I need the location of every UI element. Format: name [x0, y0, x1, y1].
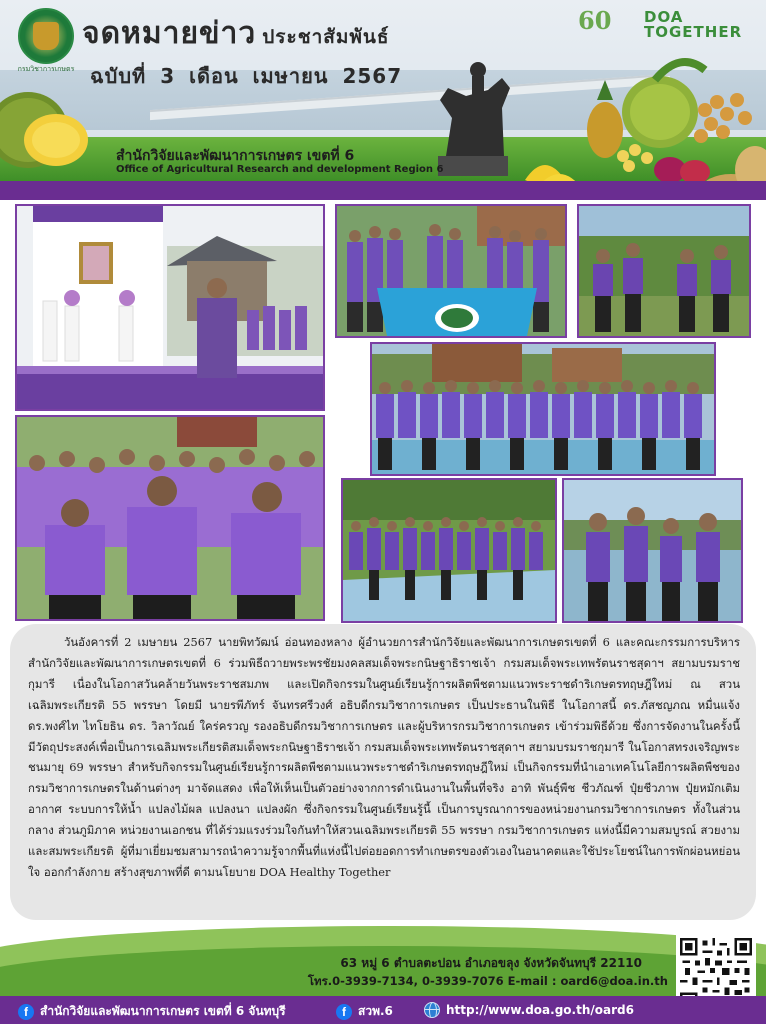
photo-group-riverside	[562, 478, 743, 623]
month-label: เดือน	[189, 64, 239, 88]
website-label: http://www.doa.go.th/oard6	[446, 1003, 634, 1017]
photo-group-purple-shirts	[335, 204, 567, 338]
office-name-thai: สำนักวิจัยและพัฒนาการเกษตร เขตที่ 6	[116, 148, 355, 164]
durian-illustration-icon	[0, 80, 106, 180]
facebook-icon: f	[336, 1004, 352, 1020]
website-link[interactable]	[424, 1002, 634, 1018]
photo-group-path	[341, 478, 557, 623]
month-name: เมษายน	[252, 64, 329, 88]
department-seal-icon	[18, 8, 74, 64]
title-suffix: ประชาสัมพันธ์	[262, 26, 390, 48]
newsletter-header	[0, 0, 766, 200]
issue-year: 2567	[342, 64, 403, 88]
photo-crowd-tree-planting	[15, 415, 325, 621]
office-name-english: Office of Agricultural Research and development Region 6	[116, 164, 444, 175]
issue-line	[90, 60, 416, 92]
doa-logo-line2: TOGETHER	[644, 23, 743, 41]
tropical-fruits-icon	[505, 40, 766, 200]
facebook-page-label: สำนักวิจัยและพัฒนาการเกษตร เขตที่ 6 จันทบุรี	[40, 1004, 286, 1018]
doa-logo-line1: DOA	[644, 8, 684, 26]
globe-icon	[424, 1002, 440, 1018]
photo-group-lined-up	[370, 342, 716, 476]
anniversary-logo-icon	[578, 6, 628, 42]
title-main-text: จดหมายข่าว	[82, 16, 257, 51]
facebook-page-link[interactable]	[18, 1002, 286, 1021]
issue-label: ฉบับที่	[90, 64, 147, 88]
photo-ceremony-stage	[15, 204, 325, 411]
photo-group-outdoor-garden	[577, 204, 751, 338]
facebook-short-label: สวพ.6	[358, 1004, 393, 1018]
article-text-block	[10, 624, 756, 920]
newsletter-title	[82, 10, 390, 57]
footer-contact: โทร.0-3939-7134, 0-3939-7076 E-mail : oard6@doa.in.th	[307, 974, 668, 988]
doa-together-logo	[644, 8, 742, 41]
footer-address: 63 หมู่ 6 ตำบลตะปอน อำเภอขลุง จังหวัดจันทบุรี 22110	[340, 956, 642, 970]
issue-number: 3	[160, 64, 176, 88]
footer-contact-bar	[0, 996, 766, 1024]
header-purple-band	[0, 181, 766, 200]
article-body: วันอังคารที่ 2 เมษายน 2567 นายพิทวัฒน์ อ่อนทองหลาง ผู้อำนวยการสำนักวิจัยและพัฒนาการเกษตรเขตที่ 6 และคณะกรรมการบริหารสำนักวิจัยและพัฒนาการเกษตรเขตที่ 6 ร่วมพิธีถวายพระพรชัยมงคลสมเด็จพระกนิษฐาธิราชเจ้า กรมสมเด็จพระเทพรัตนราชสุดาฯ สยามบรมราชกุมารี เนื่องในโอกาสวันคล้ายวันพระราชสมภพ และเปิดกิจกรรมในศูนย์เรียนรู้การผลิตพืชตามแนวพระราชดำริเกษตรทฤษฎีใหม่ ณ สวนเฉลิมพระเกียรติ 55 พรรษา โดยมี นายรพีภัทร์ จันทรศรีวงศ์ อธิบดีกรมวิชาการเกษตร เป็นประธานในพิธี ในโอกาสนี้ ดร.ภัสชญภณ หมื่นแจ้ง ดร.พงศ์ไท ไทโยธิน ดร. วิลาวัณย์ ใคร่ครวญ รองอธิบดีกรมวิชาการเกษตร และผู้บริหารกรมวิชาการเกษตร เข้าร่วมพิธีด้วย ซึ่งการจัดงานในครั้งนี้ มีวัตถุประสงค์เพื่อเป็นการเฉลิมพระเกียรติสมเด็จพระกนิษฐาธิราชเจ้า กรมสมเด็จพระเทพรัตนราชสุดาฯ สยามบรมราชกุมารี ในโอกาสทรงเจริญพระชนมายุ 69 พรรษา สำหรับกิจกรรมในศูนย์เรียนรู้การผลิตพืชตามแนวพระราชดำริเกษตรทฤษฎีใหม่ เป็นกิจกรรมที่นำเอาเทคโนโลยีการผลิตพืชของกรมวิชาการเกษตรในด้านต่างๆ มาจัดแสดง เพื่อให้เห็นเป็นตัวอย่างจากการดำเนินงานในพื้นที่จริง อาทิ พันธุ์พืช ชีวภัณฑ์ ปุ๋ยชีวภาพ ปุ๋ยหมักเติมอากาศ ระบบการให้น้ำ แปลงไม้ผล แปลงนา แปลงผัก ซึ่งกิจกรรมในศูนย์เรียนรู้นี้ เป็นการบูรณาการของหน่วยงานกรมวิชาการเกษตร ทั้งในส่วนกลาง ส่วนภูมิภาค หน่วยงานเอกชน ที่ได้ร่วมแรงร่วมใจกันทำให้สวนเฉลิมพระเกียรติ 55 พรรษา กรมวิชาการเกษตร แห่งนี้มีความสมบูรณ์ สวยงาม และสมพระเกียรติ ผู้ที่มาเยี่ยมชมสามารถนำความรู้จากพื้นที่แห่งนี้ไปต่อยอดการทำเกษตรของตัวเองในอนาคตและใช้ประโยชน์ในการพักผ่อนหย่อนใจ ออกกำลังกาย สร้างสุขภาพที่ดี ตามนโยบาย DOA Healthy Together	[28, 635, 740, 879]
seal-caption: กรมวิชาการเกษตร	[17, 65, 75, 73]
anniversary-number: 60	[578, 6, 612, 35]
facebook-short-link[interactable]	[336, 1002, 393, 1021]
facebook-icon: f	[18, 1004, 34, 1020]
